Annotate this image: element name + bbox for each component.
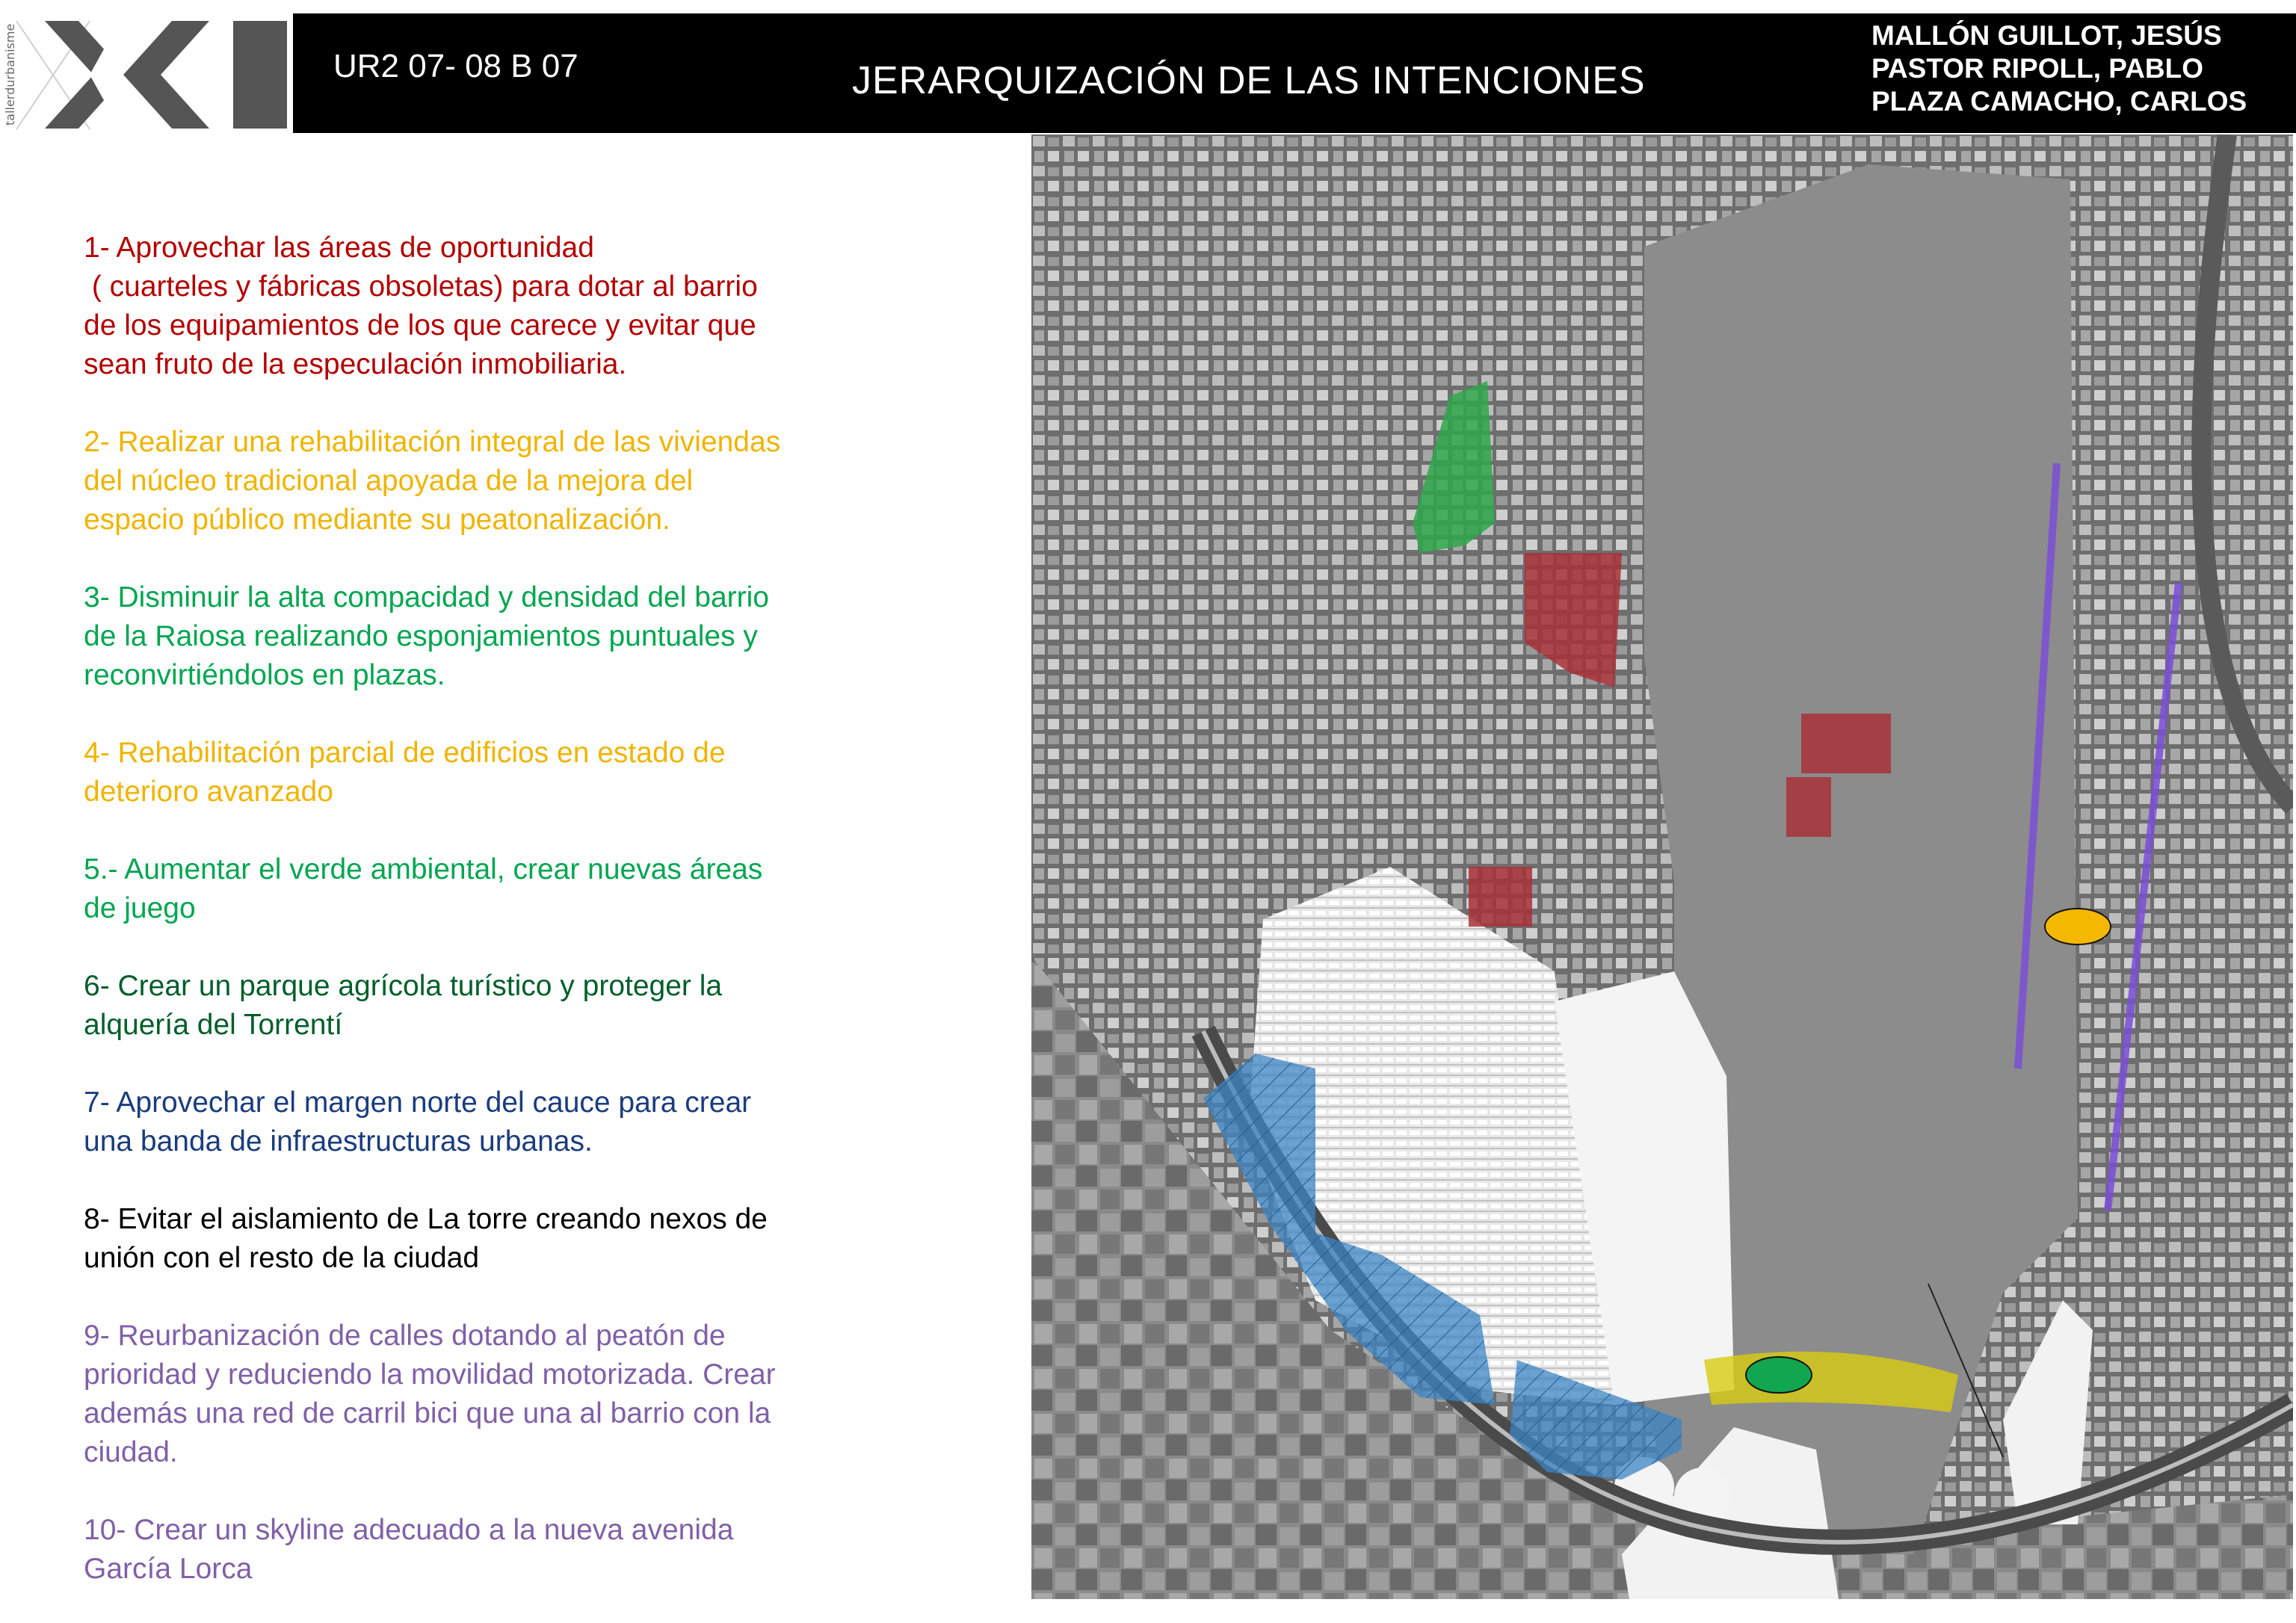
project-code: UR2 07- 08 B 07 — [333, 48, 578, 84]
intention-3: 3- Disminuir la alta compacidad y densidad del barrio de la Raiosa realizando esponjamientos puntuales y reconvirtiéndolos en plazas. — [84, 581, 769, 691]
map-equipment-4 — [1469, 867, 1532, 927]
map-equipment-3 — [1786, 777, 1831, 837]
intention-7: 7- Aprovechar el margen norte del cauce para crear una banda de infraestructuras urbanas. — [84, 1086, 752, 1157]
author-3: PLAZA CAMACHO, CARLOS — [1871, 86, 2247, 117]
intentions-list — [84, 229, 996, 1589]
intention-8: 8- Evitar el aislamiento de La torre creando nexos de unión con el resto de la ciudad — [84, 1203, 768, 1274]
xci-logo-icon — [0, 13, 293, 136]
map-equipment-2 — [1801, 714, 1891, 773]
intention-5: 5.- Aumentar el verde ambiental, crear nuevas áreas de juego — [84, 853, 763, 924]
logo-text: tallerdurbanisme — [3, 23, 17, 126]
intention-9: 9- Reurbanización de calles dotando al peatón de prioridad y reduciendo la movilidad motorizada. Crear además una red de carril bici que una al barrio con la ciudad. — [84, 1320, 776, 1468]
intention-2: 2- Realizar una rehabilitación integral de las viviendas del núcleo tradicional apoyada de la mejora del espacio público mediante su peatonalización. — [84, 426, 781, 536]
map-marker-orange — [2045, 909, 2111, 945]
authors-list — [1871, 19, 2247, 118]
intention-4: 4- Rehabilitación parcial de edificios en estado de deterioro avanzado — [84, 737, 726, 808]
author-2: PASTOR RIPOLL, PABLO — [1871, 53, 2204, 84]
author-1: MALLÓN GUILLOT, JESÚS — [1871, 20, 2222, 51]
page-title: JERARQUIZACIÓN DE LAS INTENCIONES — [852, 59, 1646, 102]
intention-1: 1- Aprovechar las áreas de oportunidad ( cuarteles y fábricas obsoletas) para dotar al barrio de los equipamientos de los que carece y evitar que sean fruto de la especulación inmobiliaria. — [84, 232, 758, 380]
map-marker-green — [1746, 1357, 1812, 1393]
aerial-map — [1031, 135, 2293, 1599]
logo — [0, 13, 293, 136]
intention-10: 10- Crear un skyline adecuado a la nueva avenida García Lorca — [84, 1514, 734, 1585]
intention-6: 6- Crear un parque agrícola turístico y proteger la alquería del Torrentí — [84, 970, 723, 1041]
